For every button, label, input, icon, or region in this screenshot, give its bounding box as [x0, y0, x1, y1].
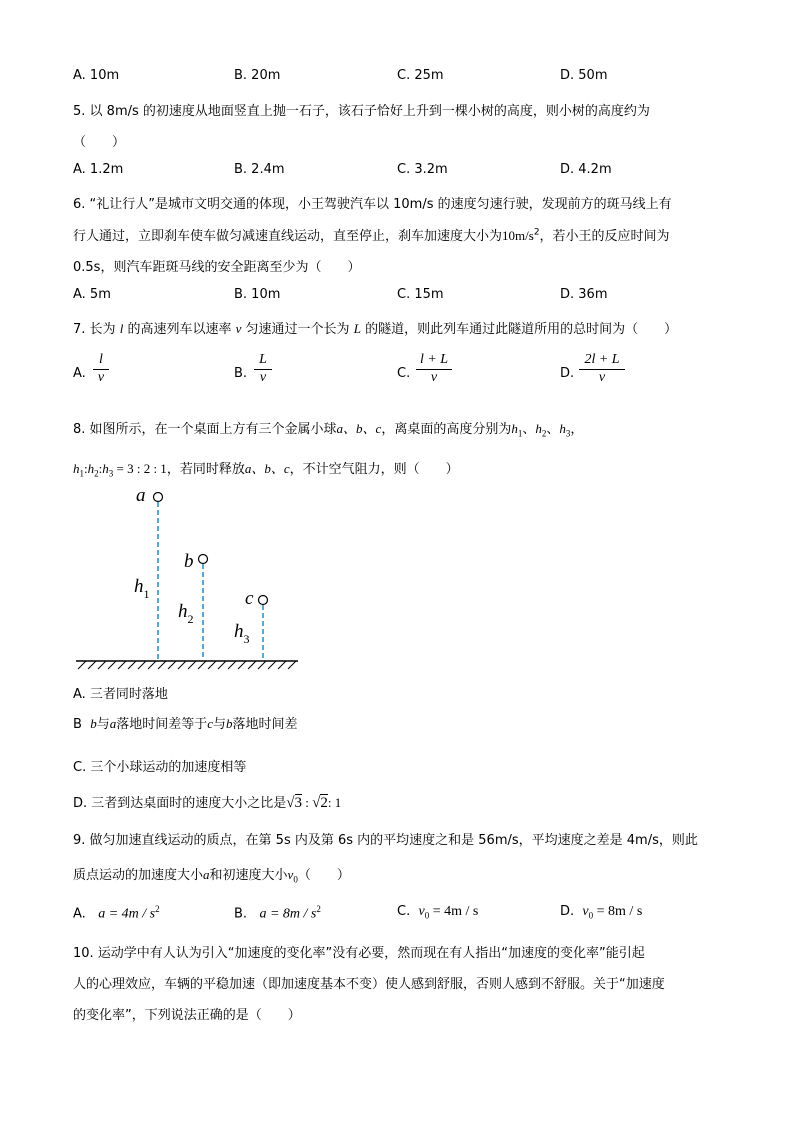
- q6-accel-exp: 2: [533, 227, 540, 238]
- ball-b-label: b: [184, 551, 194, 572]
- q8-line-2-end: ，不计空气阻力，则（ ）: [289, 462, 459, 477]
- q7-stem-d: 的隧道，则此列车通过此隧道所用的总时间为（ ）: [365, 322, 678, 337]
- q9-option-d-value: = 8m / s: [593, 904, 643, 919]
- q8-line-2-balls: a、b、c: [244, 461, 290, 476]
- q9-option-a-exp: 2: [155, 904, 160, 914]
- q7-option-b-label: B.: [234, 366, 248, 381]
- q8-option-d-tail: : 1: [327, 795, 342, 810]
- q8-ratio-h2: h: [87, 461, 95, 476]
- q8-option-b: [73, 713, 298, 732]
- q9-line-2: [73, 864, 350, 885]
- q8-h3: h: [559, 421, 566, 436]
- q7-b-num: L: [259, 352, 267, 367]
- q9-option-c: [397, 904, 478, 921]
- q7-c-num: l + L: [419, 352, 449, 367]
- q6-option-c: C. 15m: [397, 287, 444, 302]
- q4-option-c: C. 25m: [397, 68, 444, 83]
- q9-option-d-sub: 0: [588, 910, 594, 921]
- q6-line-2: [73, 225, 670, 244]
- q7-option-d-fraction: [579, 352, 625, 386]
- q5-option-c: C. 3.2m: [397, 162, 448, 177]
- q7-a-den: v: [97, 370, 105, 385]
- q8-option-d-text: D. 三者到达桌面时的速度大小之比是: [73, 796, 287, 811]
- q8-figure: [70, 480, 310, 680]
- q6-accel-value: 10m/s: [502, 228, 534, 243]
- h3-label: $h_3$: [234, 621, 250, 646]
- q7-var-l: l: [119, 321, 124, 336]
- ball-b: [199, 555, 208, 564]
- h2-label: $h_2$: [178, 601, 194, 626]
- q6-line-1: 6. “礼让行人”是城市文明交通的体现，小王驾驶汽车以 10m/s 的速度匀速行驶，发现前方的斑马线上有: [73, 197, 672, 212]
- q7-stem-c: 匀速通过一个长为: [245, 322, 350, 337]
- q6-option-d: D. 36m: [560, 287, 608, 302]
- q7-c-den: v: [430, 370, 438, 385]
- q7-d-den: v: [598, 370, 606, 385]
- q6-line-2a: 行人通过，立即刹车使车做匀减速直线运动，直至停止，刹车加速度大小为: [73, 229, 503, 244]
- q8-stem-line-1: 8. 如图所示，在一个桌面上方有三个金属小球a、b、c，离桌面的高度分别为$h_1$、$h_2$、$h_3$，: [73, 421, 584, 439]
- q8-ratio-h1: h: [73, 461, 80, 476]
- q8-sep-2: 、: [546, 422, 560, 437]
- q9-option-c-var: v: [418, 904, 425, 919]
- ball-c: [259, 596, 268, 605]
- q9-var-v: v: [287, 867, 294, 882]
- q10-line-1: 10. 运动学中有人认为引入“加速度的变化率”没有必要，然而现在有人指出“加速度的变化率”能引起: [73, 946, 645, 961]
- q4-option-b: B. 20m: [234, 68, 281, 83]
- q7-var-L: L: [353, 321, 361, 336]
- ball-a-label: a: [136, 485, 146, 506]
- q8-sqrt3: 3: [294, 795, 303, 811]
- q6-option-a: A. 5m: [73, 287, 111, 302]
- q9-option-c-value: = 4m / s: [429, 904, 479, 919]
- q8-h1: h: [511, 421, 518, 436]
- ball-a: [154, 493, 163, 502]
- q6-line-2c: ，若小王的反应时间为: [539, 229, 670, 244]
- q8-option-b-label: B: [73, 717, 82, 732]
- q7-stem-a: 7. 长为: [73, 322, 116, 337]
- q9-var-v-sub: 0: [293, 874, 298, 885]
- q8-stem-a: 8. 如图所示，在一个桌面上方有三个金属小球: [73, 422, 337, 437]
- q8-option-c: C. 三个小球运动的加速度相等: [73, 760, 247, 775]
- q9-option-d-label: D.: [560, 904, 575, 919]
- q9-option-a: [73, 904, 160, 922]
- q9-line-2a: 质点运动的加速度大小: [73, 868, 204, 883]
- q8-h1-sub: 1: [517, 428, 523, 439]
- q9-option-c-sub: 0: [424, 910, 430, 921]
- q8-option-b-var-b2: b: [226, 716, 233, 731]
- q10-line-3: 的变化率”，下列说法正确的是（ ）: [73, 1008, 301, 1023]
- q7-option-c-fraction: [416, 352, 452, 386]
- q8-sep-1: 、: [522, 422, 536, 437]
- q8-h2: h: [535, 421, 542, 436]
- q8-option-b-var-a: a: [109, 716, 117, 731]
- q8-ratio-h3-sub: 3: [108, 468, 114, 479]
- q7-option-a-label: A.: [73, 366, 86, 381]
- q8-option-b-t1: 与: [96, 717, 110, 732]
- q8-line-2-rest: ，若同时释放: [166, 462, 245, 477]
- q9-option-d-var: v: [582, 904, 589, 919]
- q5-option-d: D. 4.2m: [560, 162, 612, 177]
- table-hatching: [78, 661, 296, 669]
- q8-h2-sub: 2: [541, 428, 547, 439]
- q8-stem-line-2: $h_1:h_2:h_3 = 3$ : 2 : 1，若同时释放a、b、c，不计空气阻力，则（ ）: [73, 461, 459, 479]
- h1-label: $h_1$: [134, 576, 150, 601]
- q8-ratio-values: = 3 : 2 : 1: [113, 461, 167, 476]
- q9-var-a: a: [203, 867, 210, 882]
- q7-stem: [73, 318, 677, 337]
- q10-line-2: 人的心理效应，车辆的平稳加速（即加速度基本不变）使人感到舒服，否则人感到不舒服。关于“加速度: [73, 977, 665, 992]
- q7-option-b-fraction: [254, 352, 272, 386]
- q7-d-num: 2l + L: [584, 352, 620, 367]
- q5-paren: （ ）: [73, 135, 126, 150]
- q8-sqrt2: 2: [320, 795, 328, 811]
- q8-option-b-t3: 与: [213, 717, 227, 732]
- q9-option-b-value: a = 8m / s: [259, 906, 317, 922]
- q7-option-a-fraction: [93, 352, 109, 386]
- q8-ratio-h1-sub: 1: [79, 468, 84, 479]
- q9-line-1: 9. 做匀加速直线运动的质点，在第 5s 内及第 6s 内的平均速度之和是 56m/s，平均速度之差是 4m/s，则此: [73, 833, 698, 848]
- q6-option-b: B. 10m: [234, 287, 281, 302]
- q9-option-b-label: B.: [234, 906, 248, 922]
- q4-option-d: D. 50m: [560, 68, 608, 83]
- q8-option-b-var-b: b: [90, 716, 97, 731]
- q6-line-3: 0.5s，则汽车距斑马线的安全距离至少为（ ）: [73, 260, 361, 275]
- q8-ratio-h3: h: [102, 461, 109, 476]
- q8-balls: a、b、c: [336, 421, 382, 436]
- q9-line-2c: （ ）: [297, 868, 350, 883]
- q9-option-b-exp: 2: [316, 904, 321, 914]
- ball-c-label: c: [245, 588, 254, 609]
- q7-stem-b: 的高速列车以速率: [127, 322, 232, 337]
- q9-option-a-value: a = 4m / s: [98, 906, 156, 922]
- q9-option-b: [234, 904, 321, 922]
- q8-stem-b: ，离桌面的高度分别为: [381, 422, 512, 437]
- q8-option-b-t4: 落地时间差: [232, 717, 298, 732]
- q7-var-v: v: [235, 321, 242, 336]
- q5-stem: 5. 以 8m/s 的初速度从地面竖直上抛一石子，该石子恰好上升到一棵小树的高度，则小树的高度约为: [73, 104, 650, 119]
- q8-option-b-var-c: c: [207, 716, 213, 731]
- q9-option-d: [560, 904, 642, 921]
- q7-b-den: v: [259, 370, 267, 385]
- q7-a-num: l: [99, 352, 103, 367]
- q5-option-b: B. 2.4m: [234, 162, 285, 177]
- q7-option-d-label: D.: [560, 366, 575, 381]
- q7-option-c-label: C.: [397, 366, 411, 381]
- q9-line-2b: 和初速度大小: [209, 868, 288, 883]
- q8-ratio-h2-sub: 2: [94, 468, 99, 479]
- q9-option-c-label: C.: [397, 904, 411, 919]
- q9-option-a-label: A.: [73, 906, 86, 922]
- q8-h3-sub: 3: [565, 428, 571, 439]
- q4-option-a: A. 10m: [73, 68, 120, 83]
- q8-option-d: D. 三者到达桌面时的速度大小之比是√3 : √2: 1: [73, 795, 342, 811]
- q8-option-b-t2: 落地时间差等于: [116, 717, 208, 732]
- q5-option-a: A. 1.2m: [73, 162, 124, 177]
- q8-option-a: A. 三者同时落地: [73, 687, 168, 702]
